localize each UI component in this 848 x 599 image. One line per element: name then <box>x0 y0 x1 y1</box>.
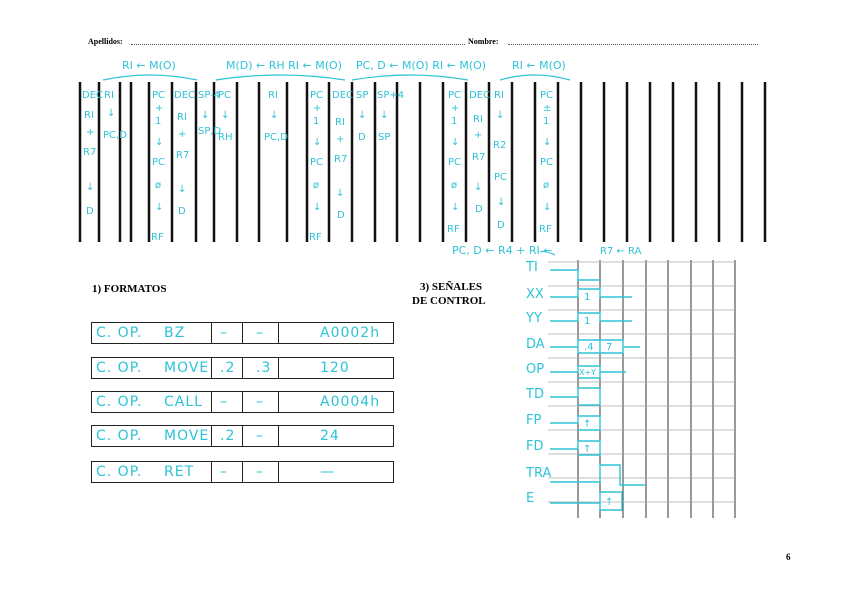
signal-label: OP <box>526 362 545 377</box>
svg-text:↓: ↓ <box>380 110 389 121</box>
nombre-label: Nombre: <box>468 37 499 46</box>
formato-cell: CALL <box>164 394 203 410</box>
formatos-title: 1) FORMATOS <box>92 283 167 295</box>
signal-label: XX <box>526 287 544 302</box>
svg-text:X+Y: X+Y <box>579 368 597 377</box>
svg-text:RI: RI <box>84 110 94 121</box>
svg-text:ø: ø <box>543 180 550 191</box>
svg-text:+: + <box>451 103 460 114</box>
svg-text:+: + <box>178 129 187 140</box>
svg-text:SP: SP <box>378 132 391 143</box>
svg-text:↓: ↓ <box>474 182 483 193</box>
svg-text:↓: ↓ <box>313 137 322 148</box>
svg-text:RI: RI <box>335 117 345 128</box>
svg-text:SP-4: SP-4 <box>198 90 221 101</box>
svg-text:DEC: DEC <box>174 90 196 101</box>
svg-text:↓: ↓ <box>155 137 164 148</box>
svg-text:↓: ↓ <box>358 110 367 121</box>
signal-label: DA <box>526 337 545 352</box>
formato-cell: RET <box>164 464 195 480</box>
svg-text:RI: RI <box>104 90 114 101</box>
svg-text:↓: ↓ <box>451 137 460 148</box>
apellidos-label: Apellidos: <box>88 37 123 46</box>
signal-label: YY <box>526 311 542 326</box>
svg-text:1: 1 <box>313 116 320 127</box>
formato-cell: C. OP. <box>96 325 143 341</box>
svg-text:↓: ↓ <box>178 184 187 195</box>
svg-text:D: D <box>178 206 186 217</box>
formato-cell: MOVE <box>164 428 210 444</box>
svg-text:↓: ↓ <box>201 110 210 121</box>
svg-text:RI: RI <box>268 90 278 101</box>
svg-text:↑: ↑ <box>583 419 592 430</box>
formato-cell: .2 <box>220 360 236 376</box>
svg-text:1: 1 <box>543 116 550 127</box>
svg-text:PC: PC <box>540 90 554 101</box>
top-label-3: PC, D ← M(O) RI ← M(O) <box>356 59 487 72</box>
svg-text:D: D <box>475 204 483 215</box>
svg-text:R2: R2 <box>493 140 507 151</box>
svg-text:RI: RI <box>473 114 483 125</box>
svg-text:±: ± <box>543 103 552 114</box>
svg-text:RF: RF <box>447 224 460 235</box>
svg-text:↓: ↓ <box>497 197 506 208</box>
formato-cell: – <box>220 394 228 410</box>
svg-text:↑: ↑ <box>583 444 592 455</box>
top-label-2: M(D) ← RH RI ← M(O) <box>226 59 342 72</box>
svg-text:RF: RF <box>309 232 322 243</box>
svg-text:RH: RH <box>218 132 233 143</box>
svg-text:PC: PC <box>218 90 232 101</box>
formato-cell: – <box>220 325 228 341</box>
svg-text:D: D <box>337 210 345 221</box>
svg-text:PC: PC <box>540 157 554 168</box>
svg-text:+: + <box>336 134 345 145</box>
svg-text:SP+4: SP+4 <box>377 90 405 101</box>
svg-text:R7: R7 <box>83 147 97 158</box>
svg-text:PC: PC <box>494 172 508 183</box>
svg-text:1: 1 <box>155 116 162 127</box>
signal-label: E <box>526 491 535 506</box>
svg-text:1: 1 <box>584 292 591 303</box>
svg-text:↑: ↑ <box>605 497 614 508</box>
formato-cell: 120 <box>320 360 350 376</box>
svg-text:↓: ↓ <box>336 188 345 199</box>
svg-text:↓: ↓ <box>270 110 279 121</box>
senales-title-line1: 3) SEÑALES <box>420 281 483 293</box>
formato-cell: C. OP. <box>96 394 143 410</box>
senales-title-line2: DE CONTROL <box>412 295 486 307</box>
svg-text:RF: RF <box>539 224 552 235</box>
svg-text:D: D <box>358 132 366 143</box>
svg-text:+: + <box>474 130 483 141</box>
svg-text:7: 7 <box>606 342 613 353</box>
svg-text:1: 1 <box>451 116 458 127</box>
formato-cell: – <box>256 325 264 341</box>
signal-label: FP <box>526 413 542 428</box>
svg-text:↓: ↓ <box>543 202 552 213</box>
svg-text:↓: ↓ <box>496 110 505 121</box>
svg-text:SP: SP <box>356 90 369 101</box>
svg-text:R7: R7 <box>334 154 348 165</box>
svg-text:SP,D: SP,D <box>198 126 222 137</box>
svg-text:RF: RF <box>151 232 164 243</box>
page-number: 6 <box>786 552 791 562</box>
svg-text:↓: ↓ <box>543 137 552 148</box>
svg-text:PC: PC <box>152 157 166 168</box>
r7-label: R7 ← RA <box>600 246 642 257</box>
svg-text:DEC: DEC <box>469 90 491 101</box>
formato-cell: A0004h <box>320 394 381 410</box>
svg-text:↓: ↓ <box>86 182 95 193</box>
formato-cell: – <box>256 428 264 444</box>
formato-cell: – <box>256 394 264 410</box>
svg-text:+: + <box>86 127 95 138</box>
formato-cell: C. OP. <box>96 428 143 444</box>
formato-cell: – <box>220 464 228 480</box>
svg-text:PC: PC <box>448 90 462 101</box>
signal-label: TRA <box>526 466 552 481</box>
formato-cell: C. OP. <box>96 464 143 480</box>
formato-cell: — <box>320 464 335 480</box>
svg-text:D: D <box>497 220 505 231</box>
svg-text:PC: PC <box>152 90 166 101</box>
svg-text:1: 1 <box>584 316 591 327</box>
svg-text:PC,D: PC,D <box>264 132 288 143</box>
svg-text:ø: ø <box>313 180 320 191</box>
svg-text:↓: ↓ <box>221 110 230 121</box>
bottom-label: PC, D ← R4 + RI ← <box>452 244 553 257</box>
svg-text:ø: ø <box>155 180 162 191</box>
svg-text:DEC: DEC <box>332 90 354 101</box>
formato-cell: – <box>256 464 264 480</box>
top-label-4: RI ← M(O) <box>512 59 566 72</box>
svg-text:+: + <box>313 103 322 114</box>
top-label-1: RI ← M(O) <box>122 59 176 72</box>
svg-text:PC: PC <box>310 157 324 168</box>
formato-cell: 24 <box>320 428 340 444</box>
svg-text:PC,D: PC,D <box>103 130 127 141</box>
formato-cell: C. OP. <box>96 360 143 376</box>
svg-text:RI: RI <box>494 90 504 101</box>
svg-text:R7: R7 <box>176 150 190 161</box>
signal-label: TI <box>526 260 538 275</box>
svg-text:.4: .4 <box>584 342 594 353</box>
svg-text:DEC: DEC <box>82 90 104 101</box>
svg-text:D: D <box>86 206 94 217</box>
svg-text:↓: ↓ <box>451 202 460 213</box>
svg-text:↓: ↓ <box>107 108 116 119</box>
svg-text:RI: RI <box>177 112 187 123</box>
formato-cell: .2 <box>220 428 236 444</box>
svg-text:↓: ↓ <box>313 202 322 213</box>
svg-text:+: + <box>155 103 164 114</box>
formato-cell: MOVE <box>164 360 210 376</box>
signal-label: TD <box>526 387 544 402</box>
formato-cell: .3 <box>256 360 272 376</box>
signal-label: FD <box>526 439 544 454</box>
formato-cell: BZ <box>164 325 186 341</box>
svg-text:ø: ø <box>451 180 458 191</box>
formato-cell: A0002h <box>320 325 381 341</box>
svg-text:R7: R7 <box>472 152 486 163</box>
svg-text:PC: PC <box>448 157 462 168</box>
svg-text:PC: PC <box>310 90 324 101</box>
svg-text:↓: ↓ <box>155 202 164 213</box>
